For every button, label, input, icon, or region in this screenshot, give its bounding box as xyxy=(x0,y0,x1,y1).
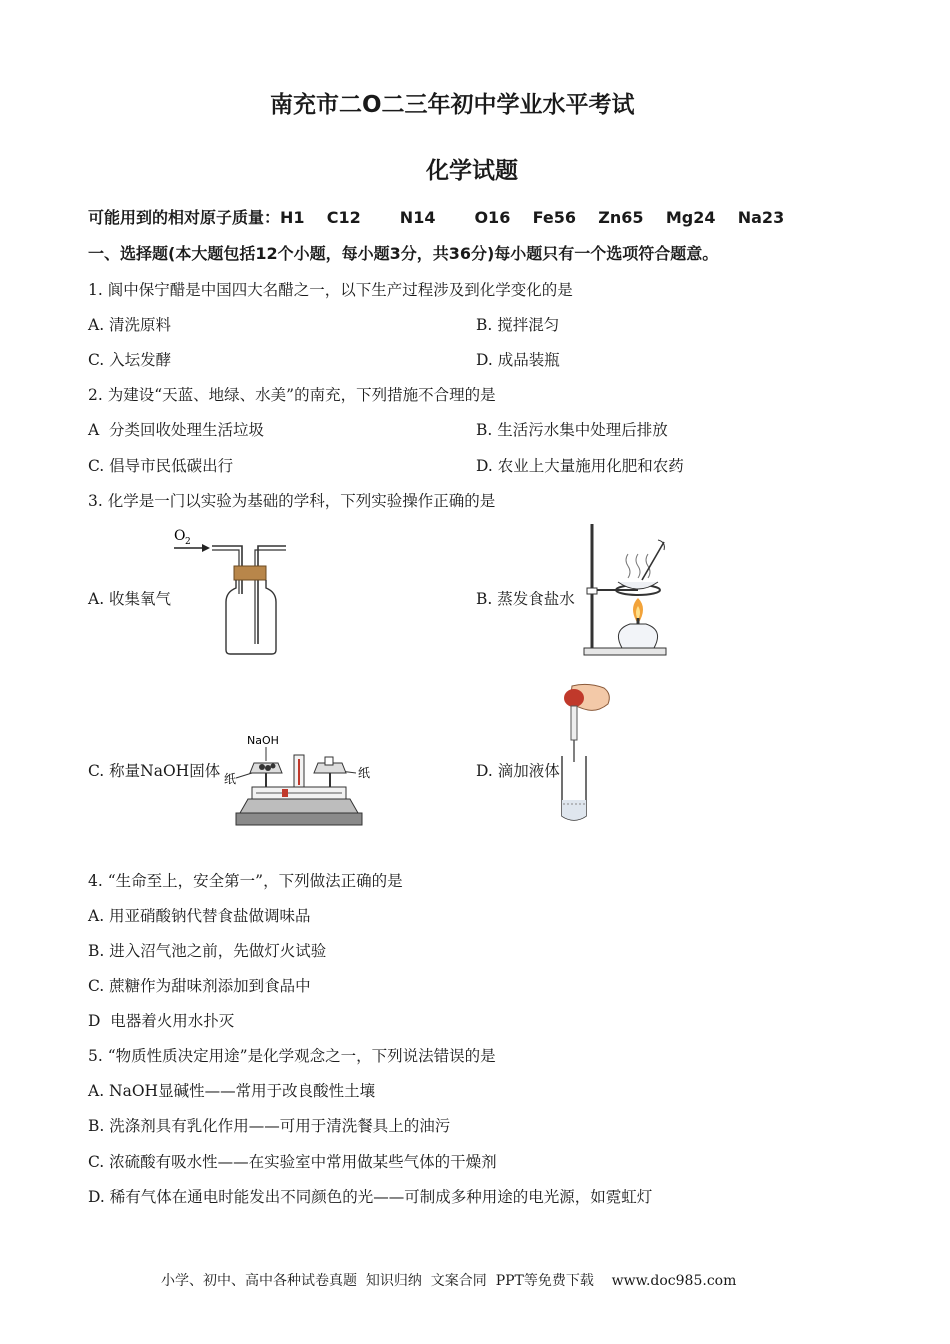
question-2-option-a: A 分类回收处理生活垃圾 xyxy=(88,421,265,439)
question-2-option-b: B. 生活污水集中处理后排放 xyxy=(476,421,668,439)
paper-label-left: 纸 xyxy=(224,772,237,786)
question-1-option-c: C. 入坛发酵 xyxy=(88,351,172,369)
question-1-stem: 1. 阆中保宁醋是中国四大名醋之一，以下生产过程涉及到化学变化的是 xyxy=(88,281,573,299)
question-1-option-d: D. 成品装瓶 xyxy=(476,351,560,369)
question-4-option-c: C. 蔗糖作为甜味剂添加到食品中 xyxy=(88,977,311,995)
question-1-option-a: A. 清洗原料 xyxy=(88,316,172,334)
evaporation-figure xyxy=(578,520,688,658)
atomic-masses: 可能用到的相对原子质量：H1 C12 N14 O16 Fe56 Zn65 Mg24 Na23 xyxy=(88,208,785,227)
question-3-option-d: D. 滴加液体 xyxy=(476,762,560,780)
question-2-option-d: D. 农业上大量施用化肥和农药 xyxy=(476,457,684,475)
paper-label-right: 纸 xyxy=(358,766,371,780)
page-subtitle: 化学试题 xyxy=(426,158,518,184)
o2-label: O xyxy=(174,528,186,544)
question-1-option-b: B. 搅拌混匀 xyxy=(476,316,560,334)
question-5-option-c: C. 浓硫酸有吸水性——在实验室中常用做某些气体的干燥剂 xyxy=(88,1153,497,1171)
page-footer: 小学、初中、高中各种试卷真题 知识归纳 文案合同 PPT等免费下载 www.doc985.com xyxy=(161,1273,737,1289)
question-3-stem: 3. 化学是一门以实验为基础的学科，下列实验操作正确的是 xyxy=(88,492,496,510)
question-5-option-d: D. 稀有气体在通电时能发出不同颜色的光——可制成多种用途的电光源，如霓虹灯 xyxy=(88,1188,653,1206)
balance-figure xyxy=(222,733,382,829)
question-4-option-d: D 电器着火用水扑灭 xyxy=(88,1012,235,1030)
o2-subscript: 2 xyxy=(185,537,191,547)
dropper-figure xyxy=(548,682,618,826)
question-4-option-b: B. 进入沼气池之前，先做灯火试验 xyxy=(88,942,327,960)
question-5-option-b: B. 洗涤剂具有乳化作用——可用于清洗餐具上的油污 xyxy=(88,1117,451,1135)
question-2-stem: 2. 为建设“天蓝、地绿、水美”的南充，下列措施不合理的是 xyxy=(88,386,496,404)
question-4-option-a: A. 用亚硝酸钠代替食盐做调味品 xyxy=(88,907,311,925)
question-5-option-a: A. NaOH显碱性——常用于改良酸性土壤 xyxy=(88,1082,376,1100)
question-3-option-c: C. 称量NaOH固体 xyxy=(88,762,221,780)
question-2-option-c: C. 倡导市民低碳出行 xyxy=(88,457,234,475)
gas-bottle-figure xyxy=(168,522,288,656)
section-heading: 一、选择题(本大题包括12个小题，每小题3分，共36分)每小题只有一个选项符合题意。 xyxy=(88,244,719,263)
question-3-option-b: B. 蒸发食盐水 xyxy=(476,590,575,608)
page-title: 南充市二O二三年初中学业水平考试 xyxy=(270,92,635,118)
question-3-option-a: A. 收集氧气 xyxy=(88,590,172,608)
naoh-label: NaOH xyxy=(247,734,279,747)
question-4-stem: 4. “生命至上，安全第一”，下列做法正确的是 xyxy=(88,872,403,890)
question-5-stem: 5. “物质性质决定用途”是化学观念之一，下列说法错误的是 xyxy=(88,1047,496,1065)
